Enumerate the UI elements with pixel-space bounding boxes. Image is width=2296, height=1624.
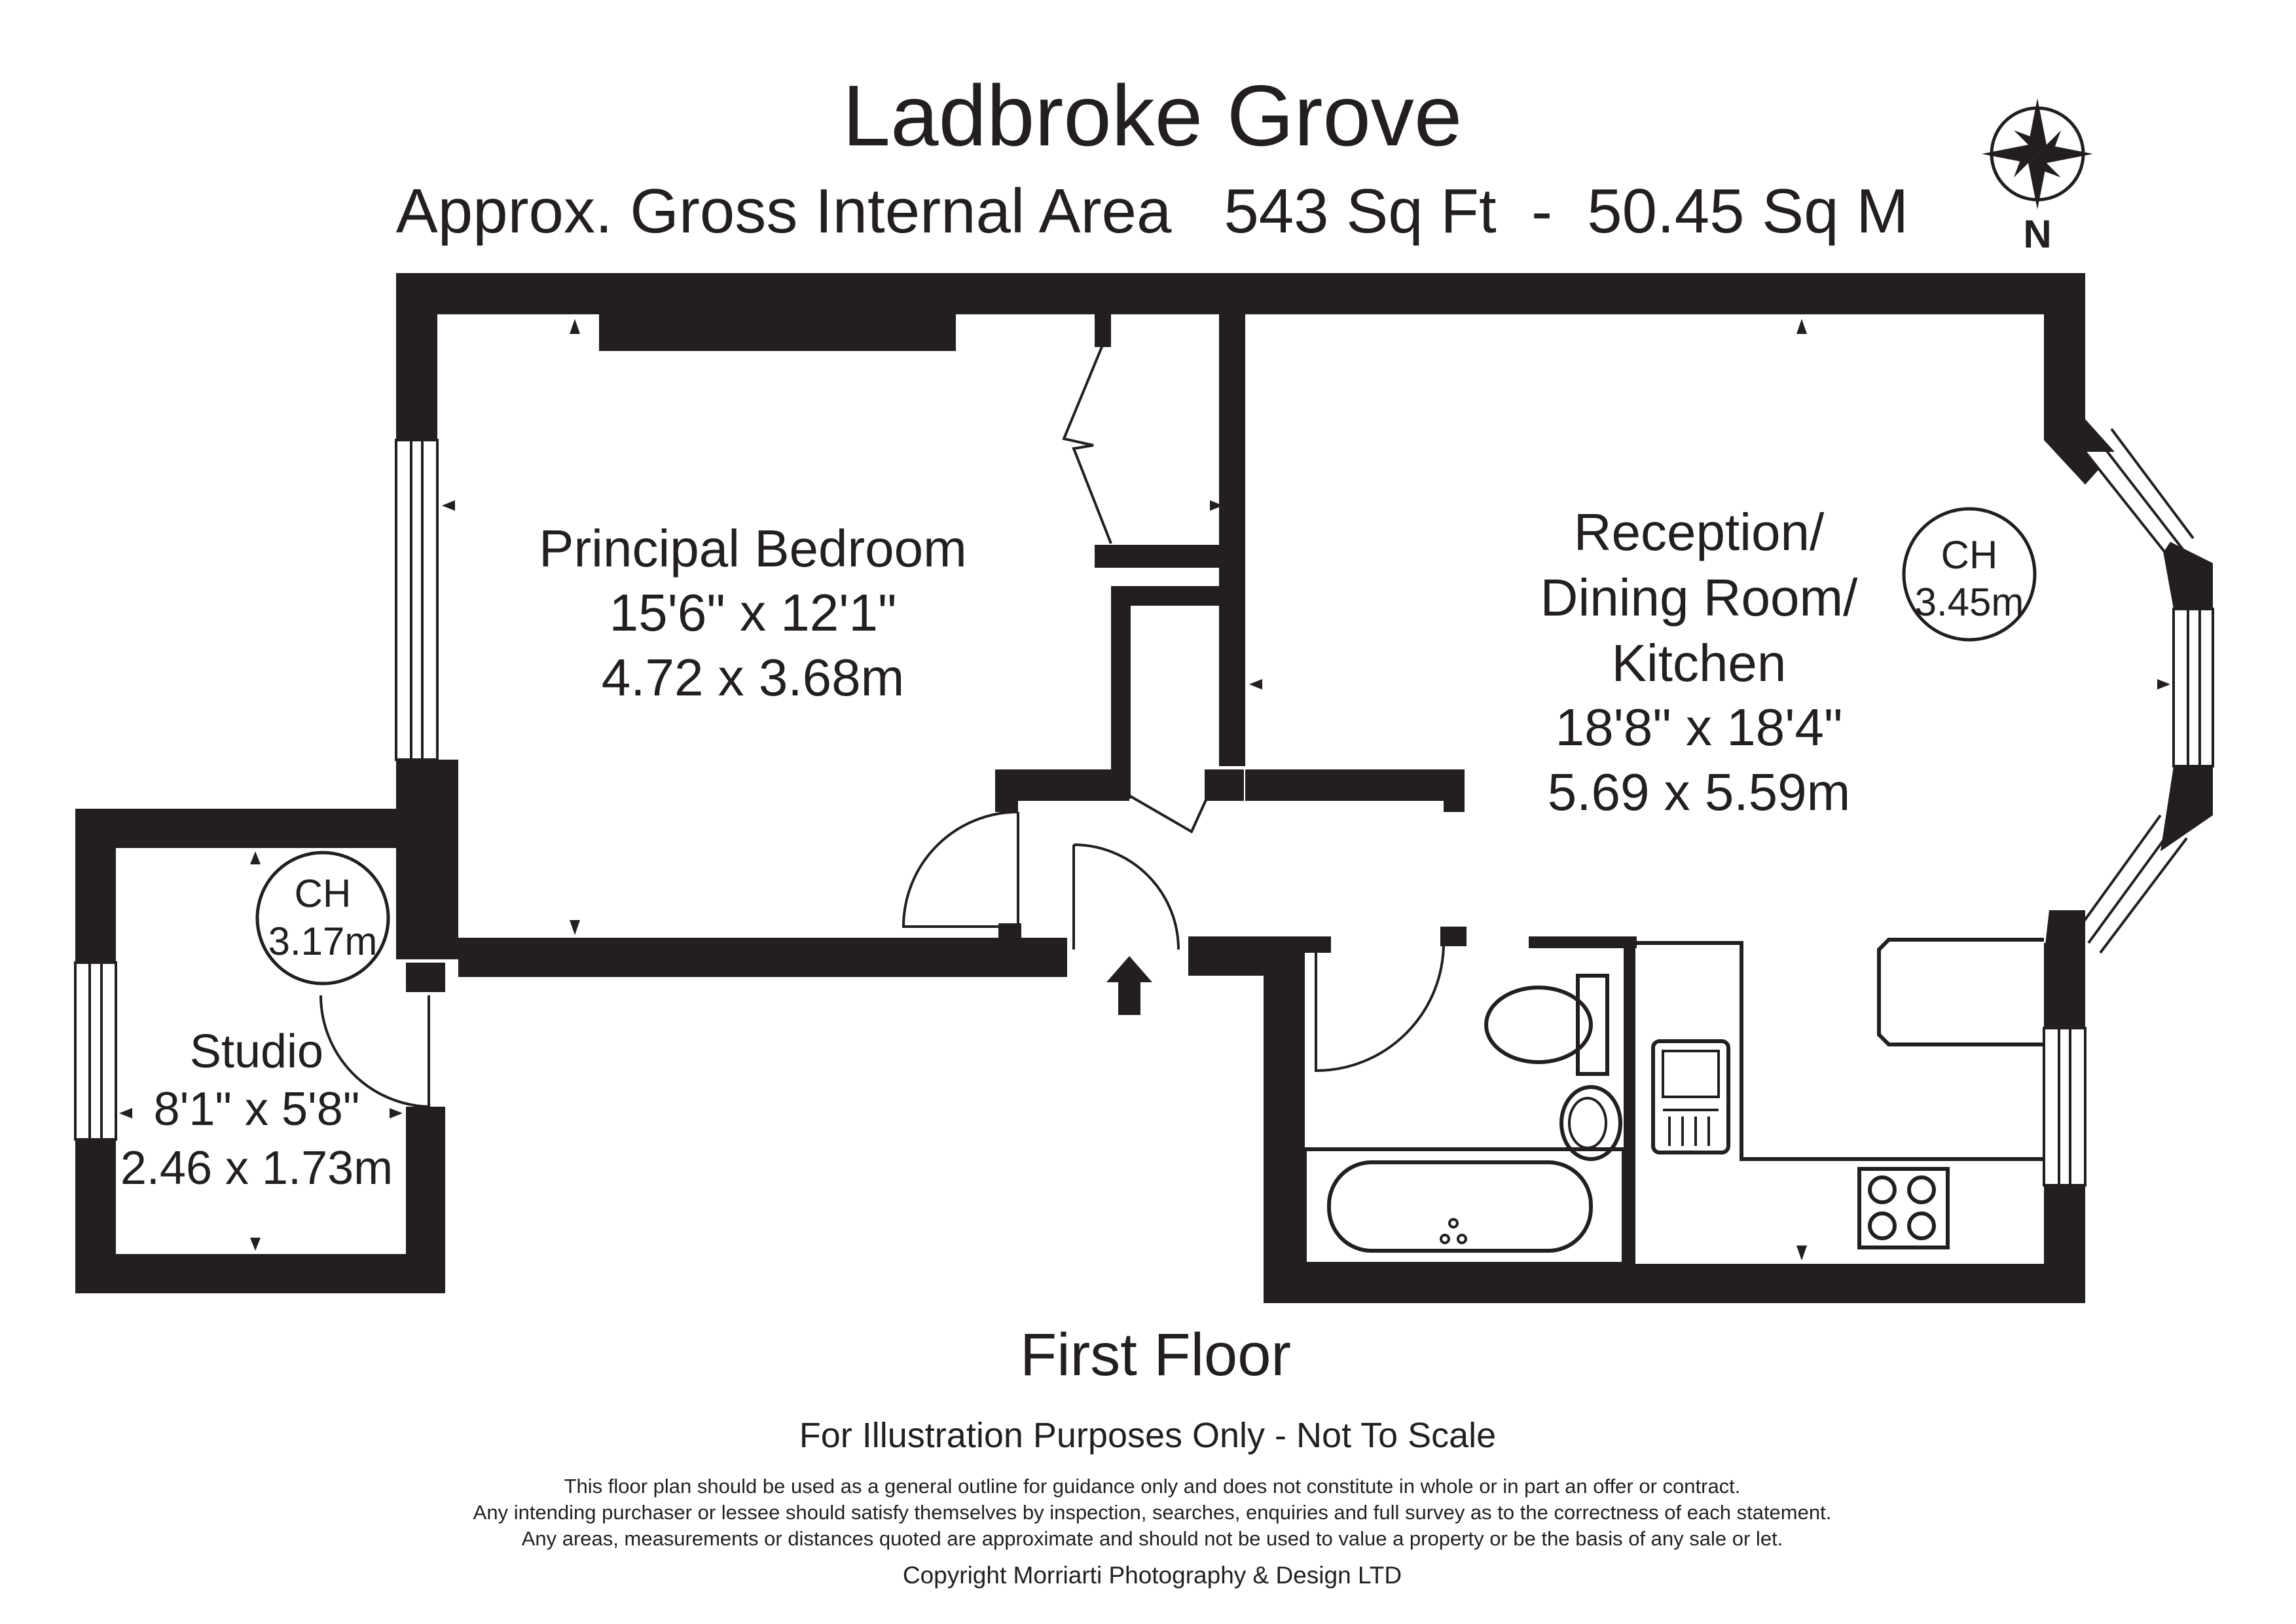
- windows: [75, 429, 2213, 1185]
- ceiling-height-badge-reception: [1904, 509, 2035, 640]
- disclaimer-line-1: This floor plan should be used as a general outline for guidance only and does not constitute in whole or in part an offer or contract.: [564, 1475, 1741, 1498]
- bedroom-metric-size: 4.72 x 3.68m: [601, 648, 905, 707]
- kitchen-fixtures: [1635, 940, 2044, 1247]
- walls: [75, 273, 2213, 1303]
- disclaimer-line-3: Any areas, measurements or distances quoted are approximate and should not be used to value a property or be the basis of any sale or let.: [521, 1527, 1783, 1550]
- ceiling-height-value: 3.45m: [1914, 580, 2024, 624]
- copyright: Copyright Morriarti Photography & Design LTD: [902, 1562, 1402, 1589]
- ceiling-height-label: CH: [294, 872, 352, 915]
- plan-title: Ladbroke Grove: [842, 67, 1463, 164]
- north-compass-icon: [1982, 98, 2093, 210]
- studio-imperial-size: 8'1" x 5'8": [153, 1083, 360, 1135]
- compass-north-label: N: [2023, 212, 2052, 256]
- gross-area-line: Approx. Gross Internal Area 543 Sq Ft - 50.45 Sq M: [395, 176, 1909, 246]
- reception-name-line-1: Reception/: [1573, 503, 1825, 561]
- illustration-note: For Illustration Purposes Only - Not To Scale: [799, 1416, 1497, 1455]
- entrance-arrow-icon: [1106, 956, 1152, 1015]
- ceiling-height-label: CH: [1941, 533, 1998, 577]
- reception-imperial-size: 18'8" x 18'4": [1555, 698, 1843, 756]
- disclaimer-line-2: Any intending purchaser or lessee should satisfy themselves by inspection, searches, enquiries and full survey as to the correctness of each statement.: [473, 1501, 1832, 1524]
- reception-metric-size: 5.69 x 5.59m: [1547, 763, 1851, 821]
- ceiling-height-badge-studio: [257, 853, 388, 984]
- reception-name-line-3: Kitchen: [1611, 634, 1787, 692]
- reception-name-line-2: Dining Room/: [1540, 568, 1858, 627]
- ceiling-height-value: 3.17m: [268, 919, 378, 963]
- bathroom-fixtures: [1305, 976, 1624, 1264]
- studio-name: Studio: [189, 1025, 324, 1078]
- studio-metric-size: 2.46 x 1.73m: [120, 1142, 393, 1194]
- bedroom-name: Principal Bedroom: [539, 519, 967, 578]
- bedroom-imperial-size: 15'6" x 12'1": [609, 583, 897, 642]
- floor-label: First Floor: [1020, 1321, 1291, 1388]
